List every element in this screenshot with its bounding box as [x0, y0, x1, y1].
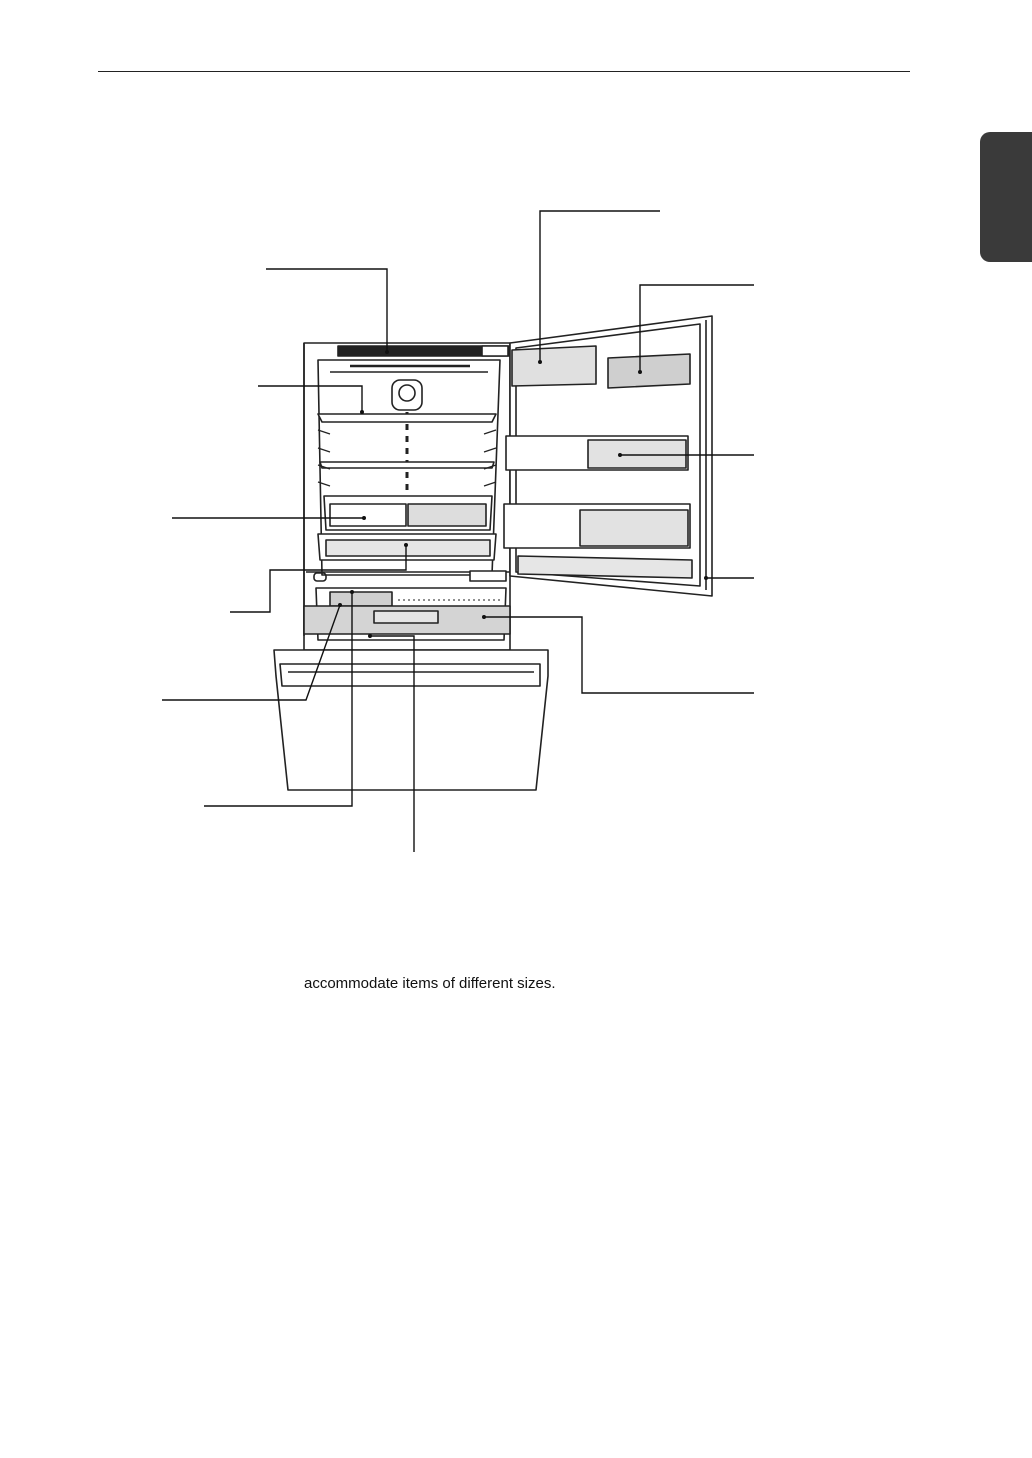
crisper-drawers: [318, 496, 496, 560]
callout-top-light: [266, 269, 387, 352]
callout-shelf: [258, 386, 362, 412]
caption-text: accommodate items of different sizes.: [304, 975, 556, 992]
